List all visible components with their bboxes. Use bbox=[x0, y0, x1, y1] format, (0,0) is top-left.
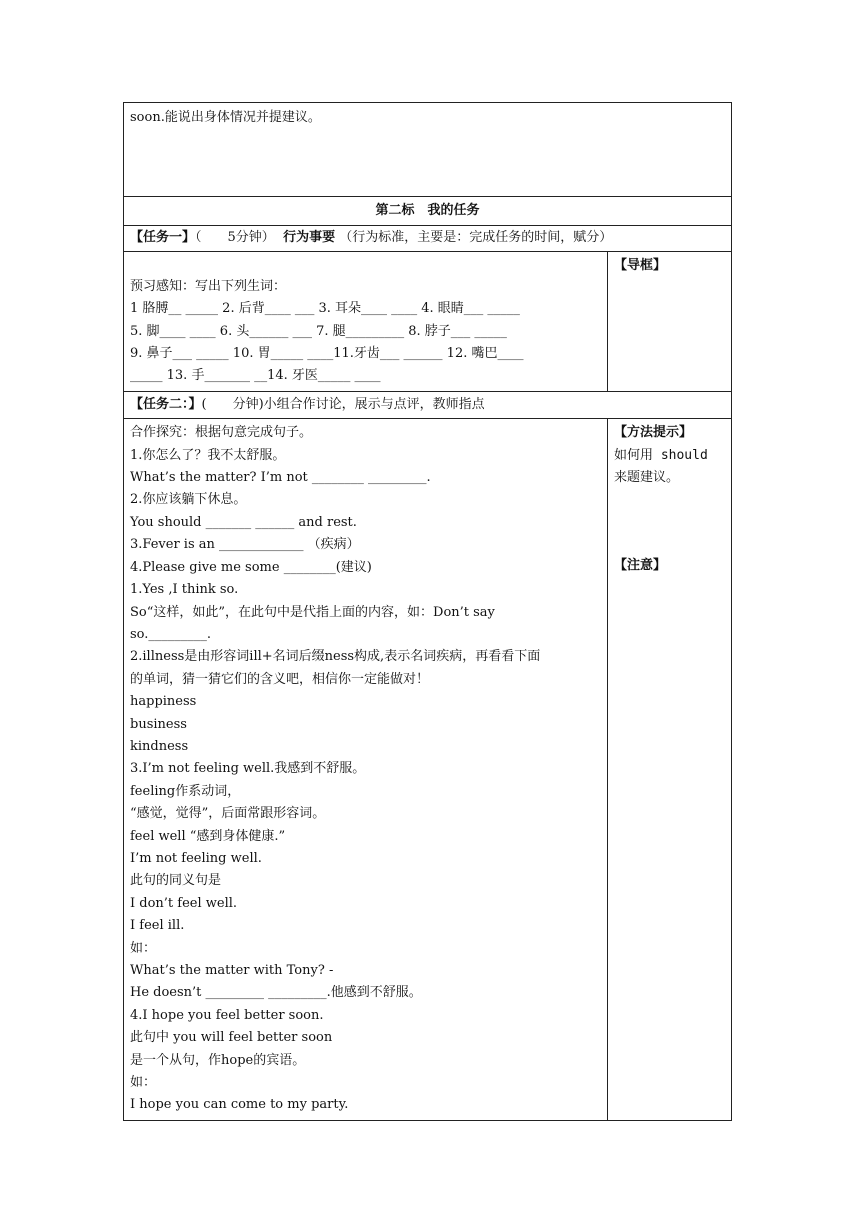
main-line: 是一个从句，作hope的宾语。 bbox=[130, 1052, 306, 1068]
main-line: What’s the matter with Tony? - bbox=[130, 963, 334, 978]
main-line: I don’t feel well. bbox=[130, 895, 238, 911]
preview-line: 1 胳膊__ _____ 2. 后背____ ___ 3. 耳朵____ ____ 4. 眼睛___ _____ bbox=[130, 301, 520, 317]
main-line: 2.illness是由形容词ill+名词后缀ness构成,表示名词疾病，再看看下面 bbox=[130, 649, 541, 665]
main-line: I hope you can come to my party. bbox=[130, 1097, 349, 1113]
preview-cell bbox=[124, 251, 608, 391]
main-line: 的单词，猜一猜它们的含义吧，相信你一定能做对！ bbox=[130, 671, 430, 687]
preview-line: 5. 脚____ ____ 6. 头______ ___ 7. 腿_________ 8. 脖子___ _____ bbox=[130, 323, 507, 339]
side-notes-cell bbox=[608, 419, 732, 1121]
main-line: 3.I’m not feeling well.我感到不舒服。 bbox=[130, 761, 366, 777]
main-line: You should _______ ______ and rest. bbox=[130, 514, 357, 530]
main-line: so._________. bbox=[130, 626, 212, 642]
main-line: 此句的同义句是 bbox=[130, 873, 222, 889]
main-line: happiness bbox=[130, 694, 197, 710]
main-line: 4.I hope you feel better soon. bbox=[130, 1007, 324, 1023]
preview-line: _____ 13. 手_______ __14. 牙医_____ ____ bbox=[130, 368, 381, 384]
section-title: 第二标 我的任务 bbox=[124, 197, 732, 226]
top-cell: soon.能说出身体情况并提建议。 bbox=[124, 103, 732, 197]
task1-cell bbox=[124, 226, 732, 251]
guide-box-label: 【导框】 bbox=[608, 251, 732, 391]
main-line: 3.Fever is an _____________ （疾病） bbox=[130, 537, 360, 553]
task1-desc: （行为标准，主要是：完成任务的时间，赋分） bbox=[339, 230, 613, 246]
note-title: 【注意】 bbox=[614, 558, 667, 574]
main-line: 1.Yes ,I think so. bbox=[130, 582, 239, 598]
preview-line: 预习感知：写出下列生词： bbox=[130, 278, 287, 294]
main-line: feeling作系动词， bbox=[130, 783, 241, 799]
task2-label: 【任务二：】 bbox=[130, 396, 202, 412]
main-line: 如： bbox=[130, 1075, 157, 1091]
main-line: He doesn’t _________ _________.他感到不舒服。 bbox=[130, 985, 422, 1001]
preview-line: 9. 鼻子___ _____ 10. 胃_____ ____11.牙齿___ ______ 12. 嘴巴____ bbox=[130, 346, 524, 362]
method-tip-line: 来题建议。 bbox=[614, 470, 680, 486]
worksheet-table bbox=[123, 102, 732, 1121]
main-line: feel well “感到身体健康.” bbox=[130, 828, 286, 844]
main-line: kindness bbox=[130, 738, 189, 754]
preview-row bbox=[124, 251, 732, 391]
top-row bbox=[124, 103, 732, 197]
main-line: What’s the matter? I’m not ________ _________. bbox=[130, 470, 431, 486]
task1-bold: 行为事要 bbox=[283, 230, 336, 246]
task2-rest: ( 分钟)小组合作讨论，展示与点评，教师指点 bbox=[201, 396, 485, 412]
main-line: 此句中 you will feel better soon bbox=[130, 1030, 333, 1046]
main-line: So“这样，如此”，在此句中是代指上面的内容，如：Don’t say bbox=[130, 604, 495, 620]
section-title-row bbox=[124, 197, 732, 226]
task1-row bbox=[124, 226, 732, 251]
main-line: I feel ill. bbox=[130, 918, 185, 934]
method-tip-line: 如何用 should bbox=[614, 447, 708, 463]
task2-row bbox=[124, 391, 732, 418]
task2-cell bbox=[124, 391, 732, 418]
task1-time: （ 5分钟） bbox=[195, 230, 275, 246]
main-line: 2.你应该躺下休息。 bbox=[130, 492, 247, 508]
main-row bbox=[124, 419, 732, 1121]
method-tip-title: 【方法提示】 bbox=[614, 425, 693, 441]
task1-label: 【任务一】 bbox=[130, 230, 196, 246]
worksheet bbox=[123, 102, 731, 1121]
main-line: 如： bbox=[130, 940, 157, 956]
main-line: “感觉，觉得”，后面常跟形容词。 bbox=[130, 806, 326, 822]
main-line: 4.Please give me some ________(建议) bbox=[130, 559, 372, 575]
main-line: 合作探究：根据句意完成句子。 bbox=[130, 425, 313, 441]
main-cell bbox=[124, 419, 608, 1121]
main-line: I’m not feeling well. bbox=[130, 850, 262, 866]
main-line: business bbox=[130, 716, 187, 732]
main-line: 1.你怎么了？我不太舒服。 bbox=[130, 447, 286, 463]
